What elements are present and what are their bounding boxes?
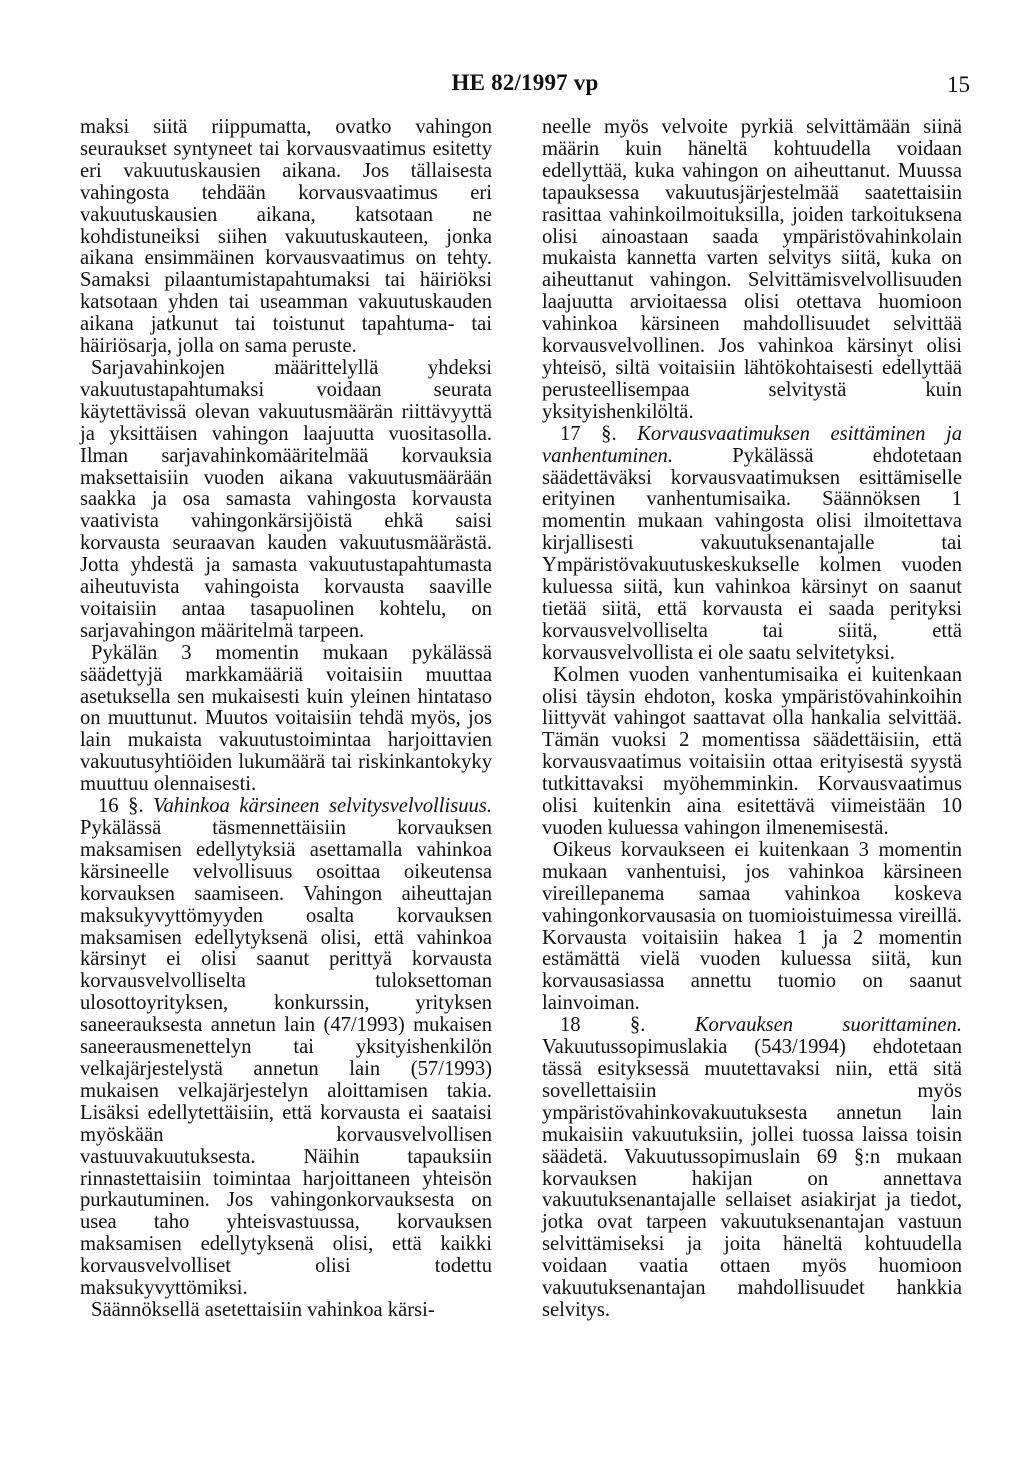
section-18-number: 18 §. [560,1014,695,1037]
paragraph-continuation: maksi siitä riippumatta, ovatko vahingon seuraukset syntyneet tai korvausvaatimus esitetty eri vakuutuskausien aikana. Jos tällaisesta vahingosta tehdään korvausvaatimus eri vakuutuskausien aikana, katsotaan ne kohdistuneiksi siihen vakuutuskauteen, jonka aikana ensimmäinen korvausvaatimus on tehty. Samaksi pilaantumistapahtumaksi tai häiriöksi katsotaan yhden tai useamman vakuutuskauden aikana jatkunut tai toistunut tapahtuma- tai häiriösarja, jolla on sama peruste. [80,116,492,358]
section-16 [80,796,492,1300]
page-number: 15 [947,72,970,97]
section-18 [542,1015,962,1322]
section-17-number: 17 §. [560,422,638,445]
section-18-body: Vakuutussopimuslakia (543/1994) ehdotetaan tässä esityksessä muutettavaksi niin, että sitä sovellettaisiin myös ympäristövahinkovakuutuksesta annetun lain mukaisiin vakuutuksiin, jollei tuossa laissa toisin säädetä. Vakuutussopimuslain 69 §:n mukaan korvauksen hakijan on annettava vakuutuksenantajalle sellaiset asiakirjat ja tiedot, jotka ovat tarpeen vakuutuksenantajan vastuun selvittämiseksi ja joita häneltä kohtuudella voidaan vaatia ottaen myös huomioon vakuutuksenantajan mahdollisuudet hankkia selvitys. [542,1036,962,1321]
paragraph-kolmen-vuoden: Kolmen vuoden vanhentumisaika ei kuitenkaan olisi täysin ehdoton, koska ympäristövahinkoihin liittyvät vahingot saattavat olla hankalia selvittää. Tämän vuoksi 2 momentissa säädettäisiin, että korvausvaatimus voitaisiin ottaa erityisestä syystä tutkittavaksi myöhemminkin. Korvausvaatimus olisi kuitenkin aina esitettävä viimeistään 10 vuoden kuluessa vahingon ilmenemisestä. [542,663,962,839]
paragraph-oikeus-korvaukseen: Oikeus korvaukseen ei kuitenkaan 3 momentin mukaan vanhentuisi, jos vahinkoa kärsineen vireillepanema samaa vahinkoa koskeva vahingonkorvausasia on tuomioistuimessa vireillä. Korvausta voitaisiin hakea 1 ja 2 momentin estämättä vielä vuoden kuluessa siitä, kun korvausasiassa annettu tuomio on saanut lainvoiman. [542,838,962,1015]
section-16-number: 16 §. [98,795,154,818]
left-column [80,117,492,1322]
section-16-title: Vahinkoa kärsineen selvitysvelvollisuus. [153,795,492,818]
section-17 [542,424,962,665]
page-header [80,70,970,106]
paragraph-continuation-right: neelle myös velvoite pyrkiä selvittämään siinä määrin kuin häneltä kohtuudella voidaan edellyttää, kuka vahingon on aiheuttanut. Muussa tapauksessa vakuutusjärjestelmää saatettaisiin rasittaa vahinkoilmoituksilla, joiden tarkoituksena olisi ainoastaan saada ympäristövahinkolain mukaista kannetta varten selvitys siitä, kuka on aiheuttanut vahingon. Selvittämisvelvollisuuden laajuutta arvioitaessa olisi otettava huomioon vahinkoa kärsineen mahdollisuudet selvittää korvausvelvollinen. Jos vahinkoa kärsinyt olisi yhteisö, siltä voitaisiin lähtökohtaisesti edellyttää perusteellisempaa selvitystä kuin yksityishenkilöltä. [542,116,962,423]
paragraph-saannoksella: Säännöksellä asetettaisiin vahinkoa kärsi- [91,1298,435,1321]
paragraph-momentti-3: Pykälän 3 momentin mukaan pykälässä säädettyjä markkamääriä voitaisiin muuttaa asetuksella sen mukaisesti kuin yleinen hintataso on muuttunut. Muutos voitaisiin tehdä myös, jos lain mukaista vakuutustoimintaa harjoittavien vakuutusyhtiöiden lukumäärä tai riskinkantokyky muuttuu olennaisesti. [80,641,492,796]
right-column [542,117,962,1322]
document-reference-title: HE 82/1997 vp [451,70,599,95]
section-17-title: Korvausvaatimuksen esittäminen ja vanhentuminen. [542,422,962,467]
paragraph-sarjavahinko: Sarjavahinkojen määrittelyllä yhdeksi vakuutustapahtumaksi voidaan seurata käytettävissä olevan vakuutusmäärän riittävyyttä ja yksittäisen vahingon laajuutta vuositasolla. Ilman sarjavahinkomääritelmää korvauksia maksettaisiin vuoden aikana vakuutusmäärään saakka ja osa samasta vahingosta korvausta vaativista vahingonkärsijöistä ehkä saisi korvausta seuraavan kauden vakuutusmäärästä. Jotta yhdestä ja samasta vakuutustapahtumasta aiheutuvista vahingoista korvausta saaville voitaisiin antaa tasapuolinen kohtelu, on sarjavahingon määritelmä tarpeen. [80,356,492,642]
section-18-title: Korvauksen suorittaminen. [694,1014,962,1037]
section-16-body: Pykälässä täsmennettäisiin korvauksen maksamisen edellytyksiä asettamalla vahinkoa kärsineelle velvollisuus osoittaa oikeutensa korvauksen saamiseen. Vahingon aiheuttajan maksukyvyttömyyden osalta korvauksen maksamisen edellytyksenä olisi, että vahinkoa kärsinyt ei olisi saanut perittyä korvausta korvausvelvolliselta tuloksettoman ulosottoyrityksen, konkurssin, yrityksen saneerauksesta annetun lain (47/1993) mukaisen saneerausmenettelyn tai yksityishenkilön velkajärjestelystä annetun lain (57/1993) mukaisen velkajärjestelyn aloittamisen takia. Lisäksi edellytettäisiin, että korvausta ei saataisi myöskään korvausvelvollisen vastuuvakuutuksesta. Näihin tapauksiin rinnastettaisiin toimintaa harjoittaneen yhteisön purkautuminen. Jos vahingonkorvauksesta on usea taho yhteisvastuussa, korvauksen maksamisen edellytyksenä olisi, että kaikki korvausvelvolliset olisi todettu maksukyvyttömiksi. [80,817,492,1300]
section-17-body: Pykälässä ehdotetaan säädettäväksi korvausvaatimuksen esittämiselle erityinen vanhentumisaika. Säännöksen 1 momentin mukaan vahingosta olisi ilmoitettava kirjallisesti vakuutuksenantajalle tai Ympäristövakuutuskeskukselle kolmen vuoden kuluessa siitä, kun vahinkoa kärsinyt on saanut tietää siitä, että korvausta ei saada perityksi korvausvelvolliselta tai siitä, että korvausvelvollista ei ole saatu selvitetyksi. [542,444,962,664]
